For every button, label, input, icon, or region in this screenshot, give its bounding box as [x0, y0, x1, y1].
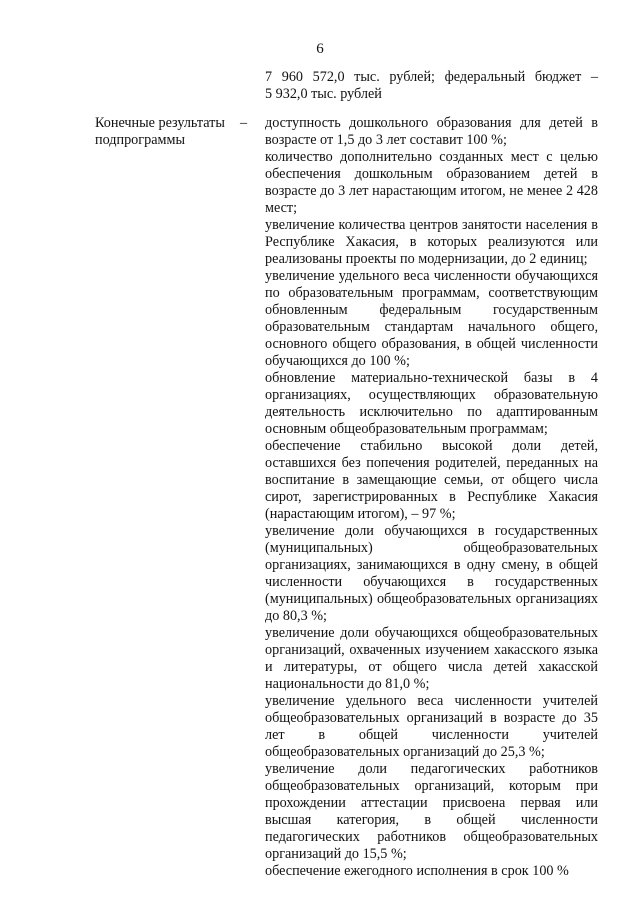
result-item: увеличение доли педагогических работников общеобразовательных организаций, которым при прохождении аттестации присвоена первая или высшая категория, в общей численности педагогических работников общеобразовательных организаций до 15,5 %;: [265, 761, 598, 862]
result-item: доступность дошкольного образования для детей в возрасте от 1,5 до 3 лет составит 100 %;: [265, 115, 598, 148]
result-item: обновление материально-технической базы в 4 организациях, осуществляющих образовательную деятельность исключительно по адаптированным основным общеобразовательным программам;: [265, 370, 598, 437]
label-dash: –: [240, 115, 248, 131]
result-item: увеличение доли обучающихся общеобразовательных организаций, охваченных изучением хакасского языка и литературы, от общего числа детей хакасской национальности до 81,0 %;: [265, 625, 598, 692]
result-item: увеличение доли обучающихся в государственных (муниципальных) общеобразовательных организациях, занимающихся в одну смену, в общей численности обучающихся в государственных (муниципальных) общеобразовательных организациях до 80,3 %;: [265, 523, 598, 624]
budget-continuation: [265, 69, 598, 103]
result-item: обеспечение стабильно высокой доли детей, оставшихся без попечения родителей, переданных на воспитание в замещающие семьи, от общего числа сирот, зарегистрированных в Республике Хакасия (нарастающим итогом), – 97 %;: [265, 438, 598, 522]
page-number: 6: [316, 41, 324, 57]
budget-line-2: 5 932,0 тыс. рублей: [265, 86, 382, 102]
result-item: увеличение количества центров занятости населения в Республике Хакасия, в которых реализуются или реализованы проекты по модернизации, до 2 единиц;: [265, 217, 598, 267]
result-item: увеличение удельного веса численности учителей общеобразовательных организаций в возрасте до 35 лет в общей численности учителей общеобразовательных организаций до 25,3 %;: [265, 693, 598, 760]
result-item: количество дополнительно созданных мест с целью обеспечения дошкольным образованием детей в возрасте до 3 лет нарастающим итогом, не менее 2 428 мест;: [265, 149, 598, 216]
result-item: увеличение удельного веса численности обучающихся по образовательным программам, соответствующим обновленным федеральным государственным образовательным стандартам начального общего, основного общего образования, в общей численности обучающихся до 100 %;: [265, 268, 598, 369]
section-label: [95, 115, 255, 149]
section-label-line-2: подпрограммы: [95, 132, 185, 148]
section-label-line-1: Конечные результаты: [95, 115, 225, 131]
result-item: обеспечение ежегодного исполнения в срок 100 %: [265, 863, 569, 879]
results-list: [265, 115, 598, 880]
budget-line-1: 7 960 572,0 тыс. рублей; федеральный бюджет –: [265, 69, 598, 85]
